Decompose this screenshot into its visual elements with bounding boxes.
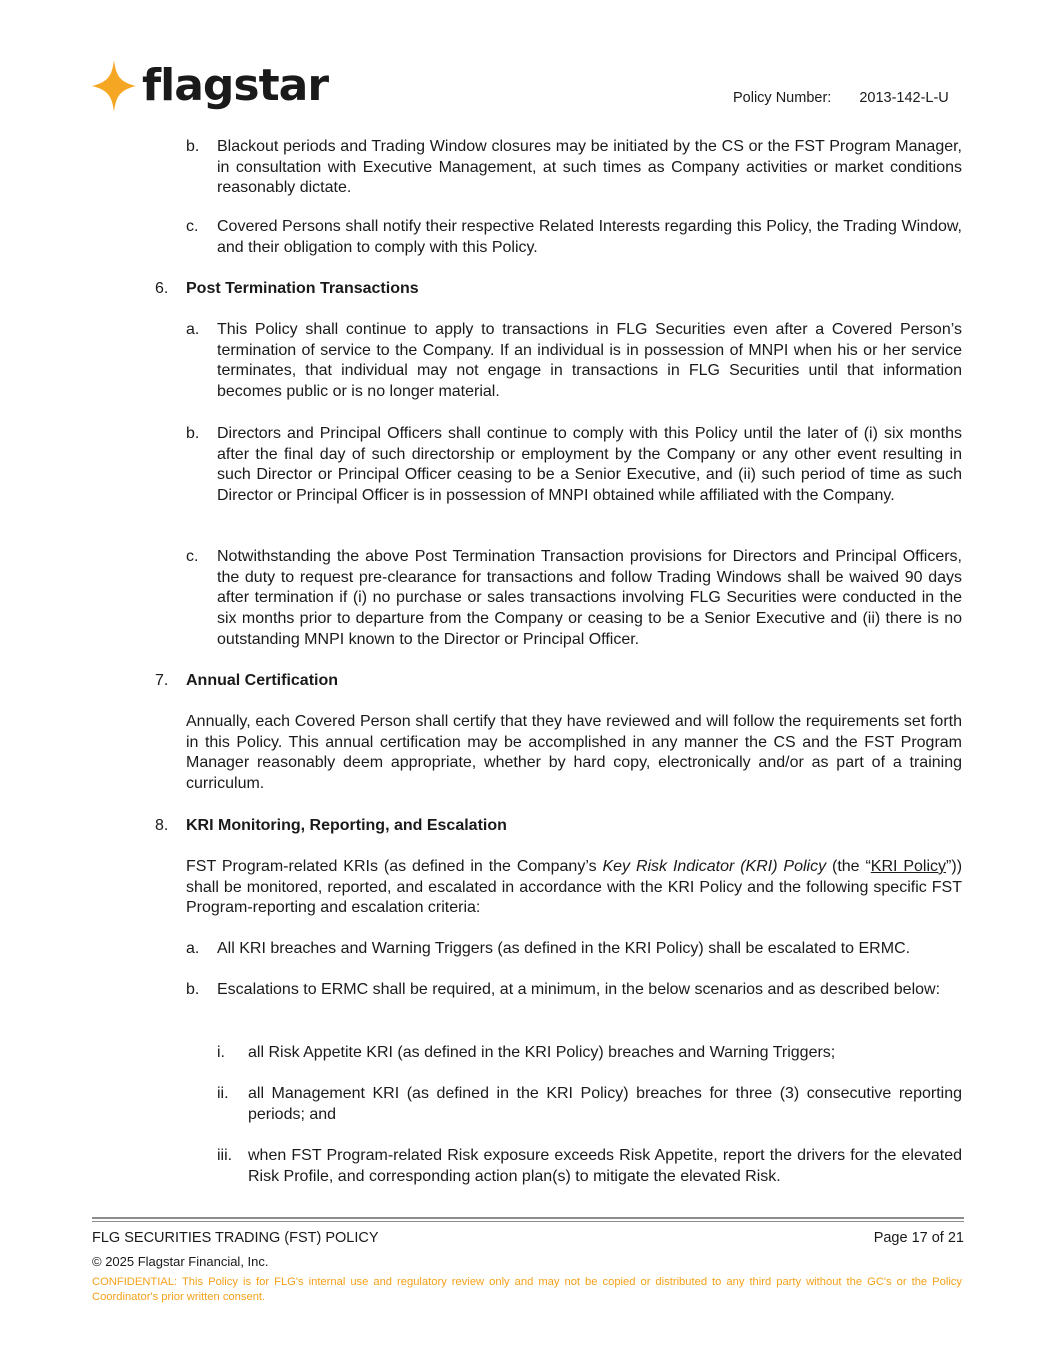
flagstar-logo: [92, 58, 328, 114]
section-number: 7.: [155, 672, 169, 689]
paragraph-8-intro: FST Program-related KRIs (as defined in the Company’s Key Risk Indicator (KRI) Policy (the “KRI Policy”)) shall be monitored, reported, and escalated in accordance with the KRI Policy and the following specific FST Program-reporting and escalation criteria:: [186, 858, 963, 917]
list-marker: iii.: [217, 1147, 233, 1164]
list-marker: b.: [186, 425, 200, 442]
kri-policy-defined-term: KRI Policy: [870, 858, 947, 875]
list-marker: c.: [186, 218, 199, 235]
list-marker: a.: [186, 321, 200, 338]
footer-policy-title: FLG SECURITIES TRADING (FST) POLICY: [92, 1230, 379, 1246]
section-number: 6.: [155, 280, 169, 297]
footer-divider: [92, 1221, 964, 1222]
list-marker: ii.: [217, 1085, 229, 1102]
flagstar-star-icon: [92, 60, 136, 112]
page-number: Page 17 of 21: [873, 1230, 964, 1246]
section-heading-annual-certification: Annual Certification: [186, 672, 339, 689]
confidentiality-notice: CONFIDENTIAL: This Policy is for FLG's internal use and regulatory review only and may not be copied or distributed to any third party without the GC's or the Policy Coordinator's prior written consent.: [92, 1276, 962, 1303]
paragraph-8b-iii: when FST Program-related Risk exposure exceeds Risk Appetite, report the drivers for the elevated Risk Profile, and corresponding action plan(s) to mitigate the elevated Risk.: [248, 1147, 962, 1185]
section-number: 8.: [155, 817, 169, 834]
paragraph-8b: Escalations to ERMC shall be required, at a minimum, in the below scenarios and as described below:: [217, 981, 941, 998]
list-marker: b.: [186, 981, 200, 998]
section-heading-post-termination: Post Termination Transactions: [186, 280, 419, 297]
paragraph-6a: This Policy shall continue to apply to transactions in FLG Securities even after a Covered Person’s termination of service to the Company. If an individual is in possession of MNPI when his or her service terminates, that individual may not engage in transactions in FLG Securities until that information becomes public or is no longer material.: [217, 321, 962, 401]
paragraph-8b-i: all Risk Appetite KRI (as defined in the KRI Policy) breaches and Warning Triggers;: [248, 1044, 836, 1061]
policy-number-value: 2013-142-L-U: [859, 90, 949, 106]
list-marker: i.: [217, 1044, 225, 1061]
list-marker: b.: [186, 138, 200, 155]
paragraph-8a: All KRI breaches and Warning Triggers (as defined in the KRI Policy) shall be escalated to ERMC.: [217, 940, 911, 957]
paragraph-7: Annually, each Covered Person shall certify that they have reviewed and will follow the requirements set forth in this Policy. This annual certification may be accomplished in any manner the CS and the FST Program Manager reasonably deem appropriate, whether by hard copy, electronically and/or as part of a training curriculum.: [186, 713, 962, 793]
kri-policy-title: Key Risk Indicator (KRI) Policy: [602, 858, 827, 875]
paragraph-5c: Covered Persons shall notify their respective Related Interests regarding this Policy, the Trading Window, and their obligation to comply with this Policy.: [217, 218, 962, 256]
paragraph-5b: Blackout periods and Trading Window closures may be initiated by the CS or the FST Program Manager, in consultation with Executive Management, at such times as Company activities or market conditions reasonably dictate.: [217, 138, 962, 197]
list-marker: a.: [186, 940, 200, 957]
copyright-notice: © 2025 Flagstar Financial, Inc.: [92, 1254, 269, 1269]
policy-number-label: Policy Number:: [733, 90, 832, 106]
paragraph-6c: Notwithstanding the above Post Termination Transaction provisions for Directors and Principal Officers, the duty to request pre-clearance for transactions and follow Trading Windows shall be waived 90 days after termination if (i) no purchase or sales transactions involving FLG Securities were conducted in the six months prior to departure from the Company or ceasing to be a Senior Executive and (ii) there is no outstanding MNPI known to the Director or Principal Officer.: [217, 548, 962, 648]
section-heading-kri-monitoring: KRI Monitoring, Reporting, and Escalation: [186, 817, 507, 834]
policy-number: [733, 90, 949, 106]
paragraph-8b-ii: all Management KRI (as defined in the KRI Policy) breaches for three (3) consecutive reporting periods; and: [248, 1085, 962, 1123]
brand-name: flagstar: [142, 60, 329, 111]
list-marker: c.: [186, 548, 199, 565]
paragraph-6b: Directors and Principal Officers shall continue to comply with this Policy until the later of (i) six months after the final day of such directorship or employment by the Company or any other event resulting in such Director or Principal Officer ceasing to be a Senior Executive, and (ii) such period of time as such Director or Principal Officer is in possession of MNPI obtained while affiliated with the Company.: [217, 425, 962, 505]
footer-divider: [92, 1217, 964, 1219]
